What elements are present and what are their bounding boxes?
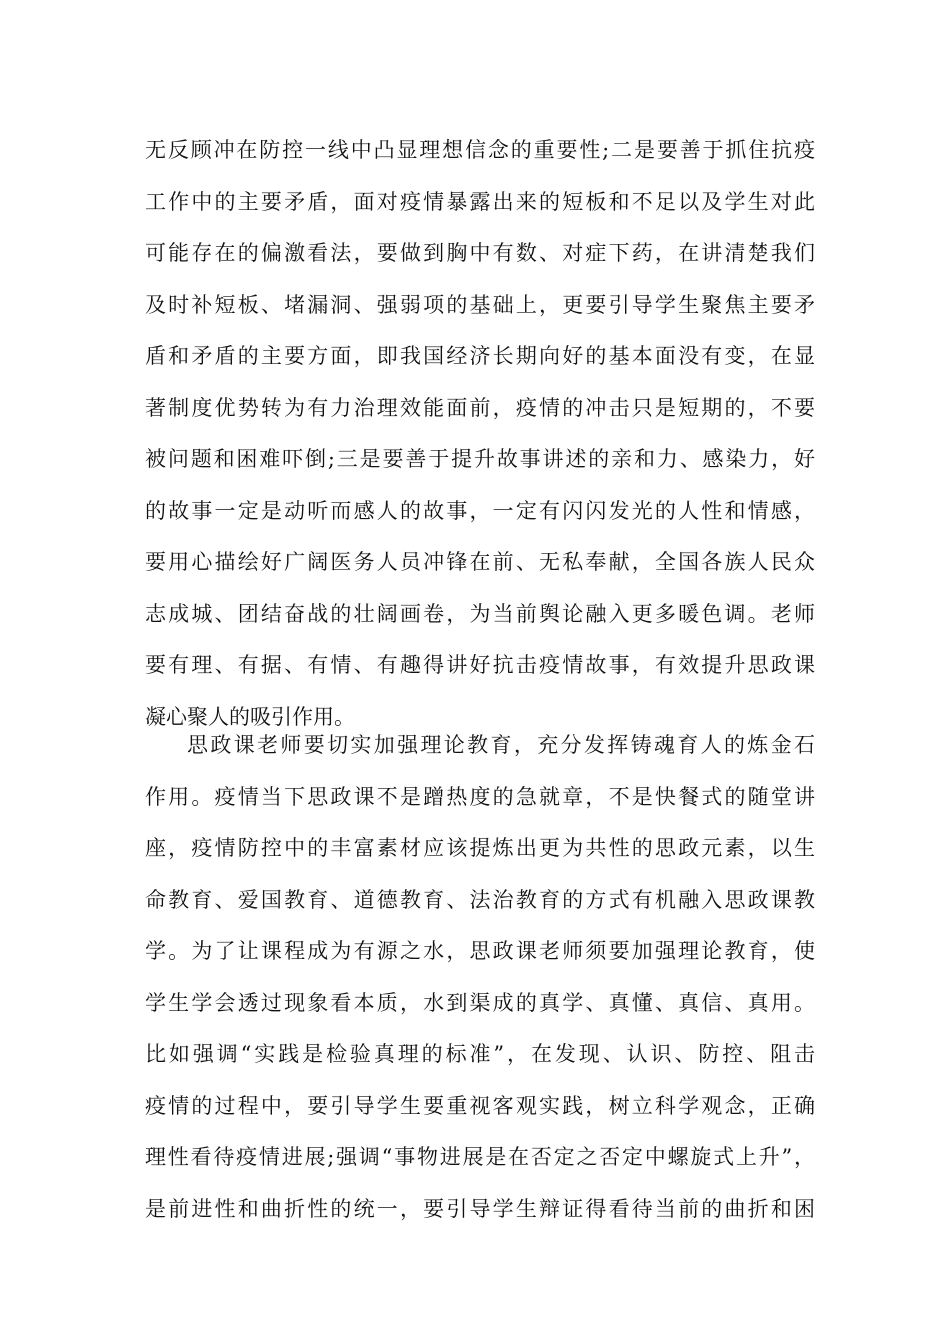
paragraph-line: 无反顾冲在防控一线中凸显理想信念的重要性;二是要善于抓住抗疫	[145, 138, 815, 162]
paragraph-line: 思政课老师要切实加强理论教育，充分发挥铸魂育人的炼金石	[187, 733, 815, 757]
paragraph-2	[145, 720, 815, 1235]
paragraph-line: 要有理、有据、有情、有趣得讲好抗击疫情故事，有效提升思政课	[145, 653, 815, 677]
paragraph-line: 理性看待疫情进展;强调“事物进展是在否定之否定中螺旋式上升”，	[145, 1145, 815, 1169]
paragraph-1	[145, 125, 815, 743]
paragraph-line: 座，疫情防控中的丰富素材应该提炼出更为共性的思政元素，以生	[145, 836, 815, 860]
paragraph-line: 及时补短板、堵漏洞、强弱项的基础上，更要引导学生聚焦主要矛	[145, 292, 815, 317]
paragraph-line: 要用心描绘好广阔医务人员冲锋在前、无私奉献，全国各族人民众	[145, 550, 815, 574]
paragraph-line: 志成城、团结奋战的壮阔画卷，为当前舆论融入更多暖色调。老师	[145, 601, 815, 626]
paragraph-line: 学。为了让课程成为有源之水，思政课老师须要加强理论教育，使	[145, 939, 815, 963]
paragraph-line: 学生学会透过现象看本质，水到渠成的真学、真懂、真信、真用。	[145, 990, 815, 1015]
paragraph-line: 作用。疫情当下思政课不是蹭热度的急就章，不是快餐式的随堂讲	[145, 784, 815, 809]
paragraph-line: 著制度优势转为有力治理效能面前，疫情的冲击只是短期的，不要	[145, 395, 815, 420]
paragraph-line: 疫情的过程中，要引导学生要重视客观实践，树立科学观念，正确	[145, 1093, 815, 1118]
paragraph-line: 比如强调“实践是检验真理的标准”，在发现、认识、防控、阻击	[145, 1042, 815, 1066]
paragraph-line: 被问题和困难吓倒;三是要善于提升故事讲述的亲和力、感染力，好	[145, 447, 815, 471]
paragraph-line: 可能存在的偏激看法，要做到胸中有数、对症下药，在讲清楚我们	[145, 241, 815, 265]
paragraph-line: 盾和矛盾的主要方面，即我国经济长期向好的基本面没有变，在显	[145, 344, 815, 368]
paragraph-line: 的故事一定是动听而感人的故事，一定有闪闪发光的人性和情感，	[145, 498, 815, 523]
paragraph-line: 凝心聚人的吸引作用。	[145, 704, 355, 729]
paragraph-line: 命教育、爱国教育、道德教育、法治教育的方式有机融入思政课教	[145, 887, 815, 912]
paragraph-line: 是前进性和曲折性的统一，要引导学生辩证得看待当前的曲折和困	[145, 1196, 815, 1221]
paragraph-line: 工作中的主要矛盾，面对疫情暴露出来的短板和不足以及学生对此	[145, 189, 815, 214]
